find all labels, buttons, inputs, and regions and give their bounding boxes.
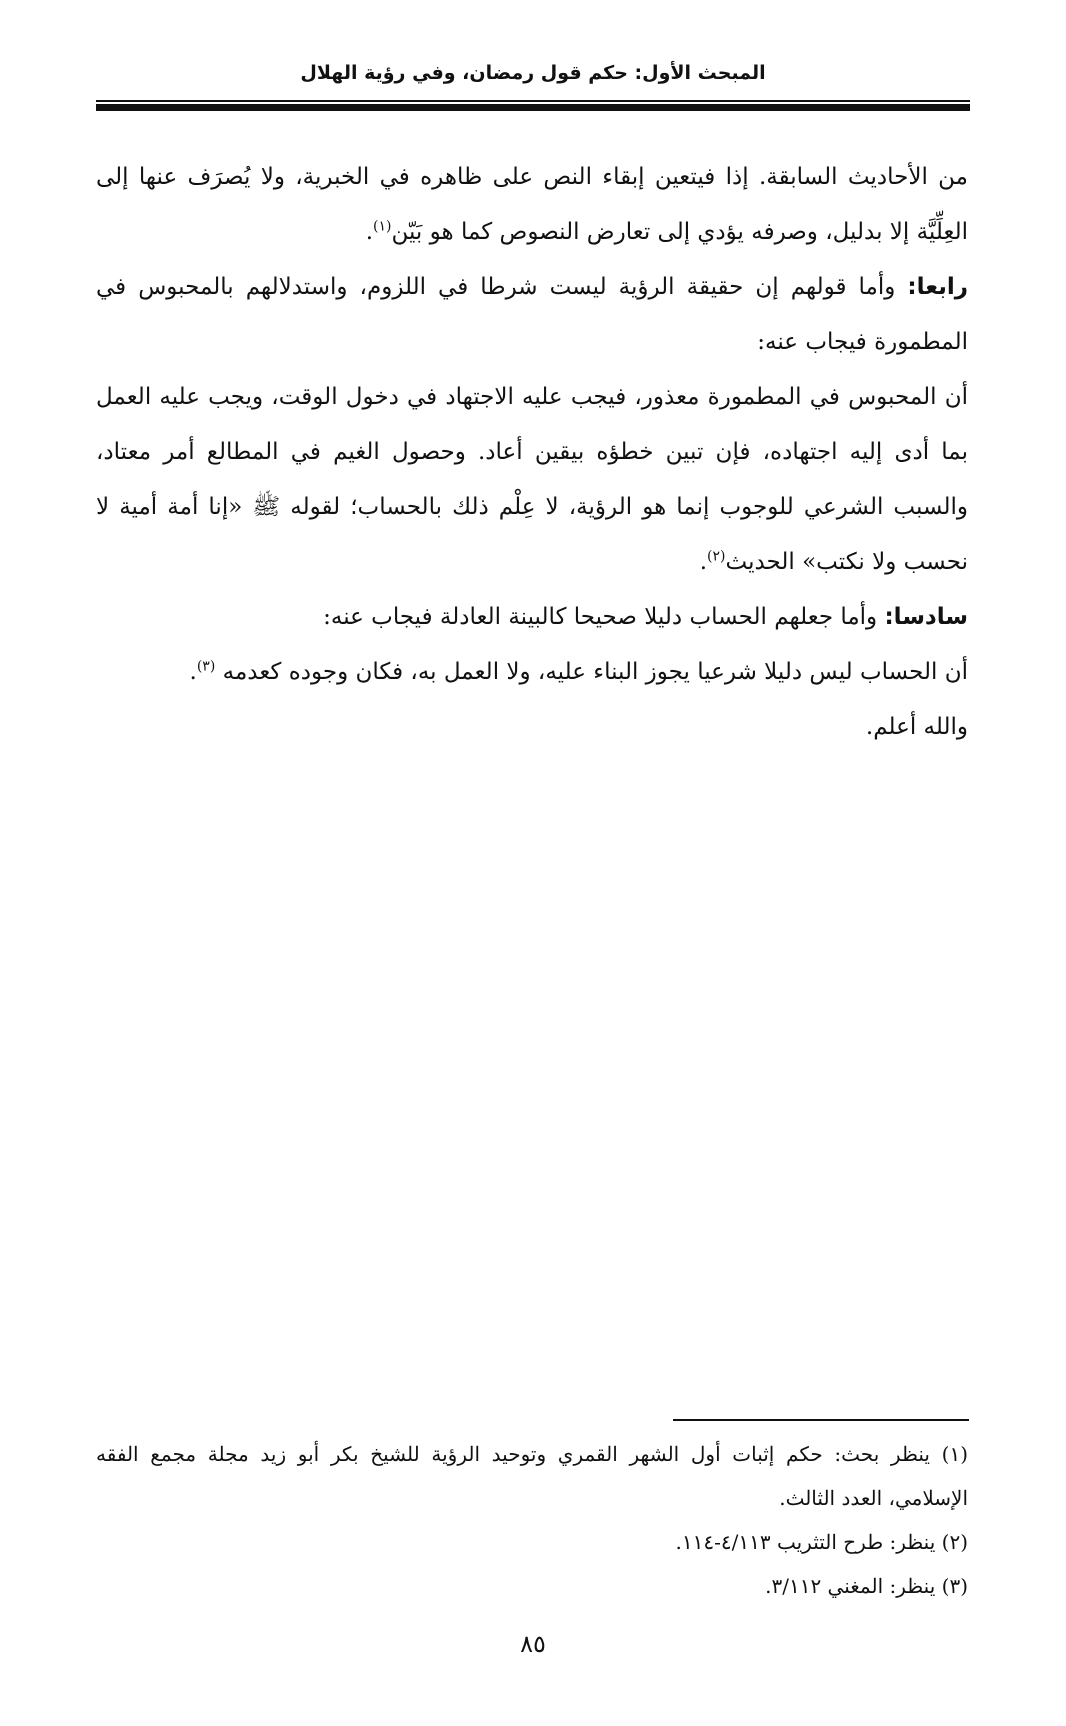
paragraph-5 — [96, 645, 968, 700]
running-head: المبحث الأول: حكم قول رمضان، وفي رؤية الهلال — [300, 62, 766, 84]
footnote-rule — [673, 1419, 969, 1421]
footnote-ref-3: (٣) — [196, 658, 216, 675]
footnote-3: (٣) ينظر: المغني ٣/١١٢. — [765, 1574, 968, 1598]
footnote-2: (٢) ينظر: طرح التثريب ٤/١١٣-١١٤. — [675, 1530, 968, 1554]
page-number: ٨٥ — [520, 1630, 546, 1658]
paragraph-3-end: . — [699, 549, 708, 575]
header-rule-thick — [96, 104, 970, 111]
paragraph-1 — [96, 150, 968, 260]
header-rule-thin — [96, 100, 970, 102]
paragraph-4-lead: سادسا: — [884, 604, 968, 630]
paragraph-3 — [96, 370, 968, 590]
body-text — [96, 150, 968, 755]
paragraph-2-lead: رابعا: — [907, 274, 968, 300]
footnote-1: (١) ينظر بحث: حكم إثبات أول الشهر القمري وتوحيد الرؤية للشيخ بكر أبو زيد مجلة مجمع الفقه الإسلامي، العدد الثالث. — [96, 1442, 968, 1510]
footnotes — [96, 1432, 968, 1608]
paragraph-1-end: . — [365, 219, 373, 245]
paragraph-5-text: أن الحساب ليس دليلا شرعيا يجوز البناء عليه، ولا العمل به، فكان وجوده كعدمه — [215, 659, 968, 685]
footnote-ref-1: (١) — [373, 218, 392, 235]
paragraph-1-text: من الأحاديث السابقة. إذا فيتعين إبقاء النص على ظاهره في الخبرية، ولا يُصرَف عنها إلى العِلِّيَّة إلا بدليل، وصرفه يؤدي إلى تعارض النصوص كما هو بَيّن — [96, 164, 968, 245]
paragraph-2-text: وأما قولهم إن حقيقة الرؤية ليست شرطا في اللزوم، واستدلالهم بالمحبوس في المطمورة فيجاب عنه: — [96, 274, 968, 355]
paragraph-4-text: وأما جعلهم الحساب دليلا صحيحا كالبينة العادلة فيجاب عنه: — [323, 604, 885, 630]
paragraph-6: والله أعلم. — [865, 714, 968, 740]
footnote-ref-2: (٢) — [707, 548, 726, 565]
paragraph-5-end: . — [189, 659, 197, 685]
paragraph-2 — [96, 260, 968, 370]
paragraph-3-text: أن المحبوس في المطمورة معذور، فيجب عليه الاجتهاد في دخول الوقت، ويجب عليه العمل بما أدى إليه اجتهاده، فإن تبين خطؤه بيقين أعاد. وحصول الغيم في المطالع أمر معتاد، والسبب الشرعي للوجوب إنما هو الرؤية، لا عِلْم ذلك بالحساب؛ لقوله ﷺ «إنا أمة أمية لا نحسب ولا نكتب» الحديث — [96, 384, 969, 575]
paragraph-4 — [96, 590, 968, 645]
